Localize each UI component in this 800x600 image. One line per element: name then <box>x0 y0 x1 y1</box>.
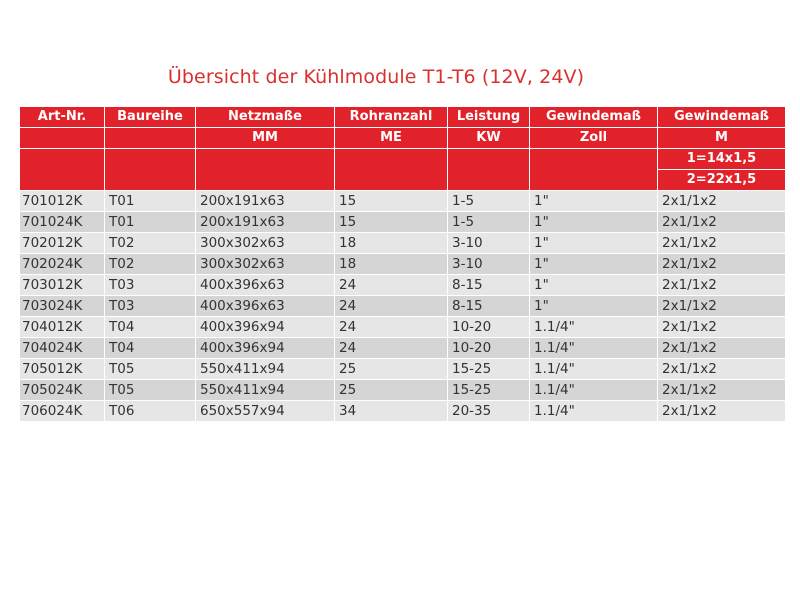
cell-baureihe: T04 <box>105 338 196 359</box>
cell-art-nr: 705024K <box>20 380 105 401</box>
table-row <box>20 317 786 338</box>
cell-gewindemass-zoll: 1" <box>530 275 658 296</box>
cell-baureihe: T02 <box>105 254 196 275</box>
header-spacer <box>196 149 335 191</box>
unit-gewindemass-zoll: Zoll <box>530 128 658 149</box>
cell-rohranzahl: 34 <box>335 401 448 422</box>
cell-gewindemass-m: 2x1/1x2 <box>658 380 786 401</box>
table-body <box>20 191 786 422</box>
cell-netzmasse: 200x191x63 <box>196 191 335 212</box>
cell-leistung: 15-25 <box>448 380 530 401</box>
cell-leistung: 20-35 <box>448 401 530 422</box>
thread-note-1: 1=14x1,5 <box>658 149 786 170</box>
cell-leistung: 10-20 <box>448 338 530 359</box>
cell-leistung: 15-25 <box>448 359 530 380</box>
cell-gewindemass-zoll: 1.1/4" <box>530 338 658 359</box>
header-spacer <box>105 149 196 191</box>
cell-gewindemass-zoll: 1" <box>530 254 658 275</box>
cell-gewindemass-zoll: 1.1/4" <box>530 359 658 380</box>
cell-rohranzahl: 24 <box>335 317 448 338</box>
header-gewindemass-zoll: Gewindemaß <box>530 107 658 128</box>
cell-gewindemass-zoll: 1.1/4" <box>530 317 658 338</box>
cell-baureihe: T03 <box>105 275 196 296</box>
cell-gewindemass-zoll: 1" <box>530 233 658 254</box>
cell-rohranzahl: 18 <box>335 233 448 254</box>
cell-gewindemass-zoll: 1" <box>530 296 658 317</box>
cell-gewindemass-m: 2x1/1x2 <box>658 317 786 338</box>
table-row <box>20 191 786 212</box>
header-spacer <box>20 149 105 191</box>
cell-gewindemass-m: 2x1/1x2 <box>658 401 786 422</box>
unit-art-nr <box>20 128 105 149</box>
cell-art-nr: 704024K <box>20 338 105 359</box>
unit-netzmasse: MM <box>196 128 335 149</box>
cell-netzmasse: 400x396x63 <box>196 296 335 317</box>
cell-gewindemass-m: 2x1/1x2 <box>658 275 786 296</box>
cell-netzmasse: 650x557x94 <box>196 401 335 422</box>
header-netzmasse: Netzmaße <box>196 107 335 128</box>
cell-art-nr: 703012K <box>20 275 105 296</box>
cell-leistung: 3-10 <box>448 254 530 275</box>
table-row <box>20 212 786 233</box>
cell-baureihe: T06 <box>105 401 196 422</box>
table-row <box>20 233 786 254</box>
table-row <box>20 254 786 275</box>
cell-gewindemass-zoll: 1.1/4" <box>530 380 658 401</box>
cell-gewindemass-m: 2x1/1x2 <box>658 338 786 359</box>
cell-baureihe: T03 <box>105 296 196 317</box>
header-art-nr: Art-Nr. <box>20 107 105 128</box>
cell-rohranzahl: 15 <box>335 191 448 212</box>
cell-baureihe: T01 <box>105 191 196 212</box>
unit-gewindemass-m: M <box>658 128 786 149</box>
header-spacer <box>335 149 448 191</box>
cell-netzmasse: 550x411x94 <box>196 380 335 401</box>
cell-baureihe: T01 <box>105 212 196 233</box>
cell-leistung: 3-10 <box>448 233 530 254</box>
cell-gewindemass-zoll: 1" <box>530 212 658 233</box>
cell-leistung: 10-20 <box>448 317 530 338</box>
cell-netzmasse: 400x396x94 <box>196 338 335 359</box>
cell-netzmasse: 400x396x94 <box>196 317 335 338</box>
page-title: Übersicht der Kühlmodule T1-T6 (12V, 24V) <box>167 66 585 88</box>
cell-art-nr: 701012K <box>20 191 105 212</box>
cell-art-nr: 702012K <box>20 233 105 254</box>
cooling-module-table <box>19 106 786 422</box>
cell-gewindemass-m: 2x1/1x2 <box>658 191 786 212</box>
cell-art-nr: 704012K <box>20 317 105 338</box>
table-row <box>20 296 786 317</box>
table-row <box>20 401 786 422</box>
table-header <box>20 107 786 191</box>
header-spacer <box>448 149 530 191</box>
cell-baureihe: T05 <box>105 359 196 380</box>
cell-leistung: 8-15 <box>448 275 530 296</box>
cell-gewindemass-m: 2x1/1x2 <box>658 359 786 380</box>
cell-netzmasse: 300x302x63 <box>196 254 335 275</box>
cell-baureihe: T02 <box>105 233 196 254</box>
cell-rohranzahl: 24 <box>335 275 448 296</box>
cell-rohranzahl: 24 <box>335 296 448 317</box>
cell-leistung: 1-5 <box>448 191 530 212</box>
cell-netzmasse: 300x302x63 <box>196 233 335 254</box>
cell-rohranzahl: 24 <box>335 338 448 359</box>
cell-baureihe: T05 <box>105 380 196 401</box>
table-row <box>20 275 786 296</box>
header-spacer <box>530 149 658 191</box>
cell-rohranzahl: 15 <box>335 212 448 233</box>
header-gewindemass-m: Gewindemaß <box>658 107 786 128</box>
cell-netzmasse: 200x191x63 <box>196 212 335 233</box>
cell-art-nr: 705012K <box>20 359 105 380</box>
cell-leistung: 8-15 <box>448 296 530 317</box>
cell-gewindemass-m: 2x1/1x2 <box>658 296 786 317</box>
cell-netzmasse: 550x411x94 <box>196 359 335 380</box>
cell-art-nr: 702024K <box>20 254 105 275</box>
header-leistung: Leistung <box>448 107 530 128</box>
table-row <box>20 359 786 380</box>
cell-art-nr: 706024K <box>20 401 105 422</box>
cell-art-nr: 703024K <box>20 296 105 317</box>
table-row <box>20 380 786 401</box>
cell-rohranzahl: 18 <box>335 254 448 275</box>
cell-netzmasse: 400x396x63 <box>196 275 335 296</box>
header-rohranzahl: Rohranzahl <box>335 107 448 128</box>
thread-note-2: 2=22x1,5 <box>658 170 786 191</box>
cell-baureihe: T04 <box>105 317 196 338</box>
table-row <box>20 338 786 359</box>
unit-leistung: KW <box>448 128 530 149</box>
cell-art-nr: 701024K <box>20 212 105 233</box>
unit-baureihe <box>105 128 196 149</box>
header-baureihe: Baureihe <box>105 107 196 128</box>
cell-gewindemass-m: 2x1/1x2 <box>658 233 786 254</box>
cell-gewindemass-m: 2x1/1x2 <box>658 212 786 233</box>
cell-gewindemass-zoll: 1" <box>530 191 658 212</box>
cell-rohranzahl: 25 <box>335 359 448 380</box>
cell-gewindemass-zoll: 1.1/4" <box>530 401 658 422</box>
cell-rohranzahl: 25 <box>335 380 448 401</box>
cell-gewindemass-m: 2x1/1x2 <box>658 254 786 275</box>
cell-leistung: 1-5 <box>448 212 530 233</box>
unit-rohranzahl: ME <box>335 128 448 149</box>
